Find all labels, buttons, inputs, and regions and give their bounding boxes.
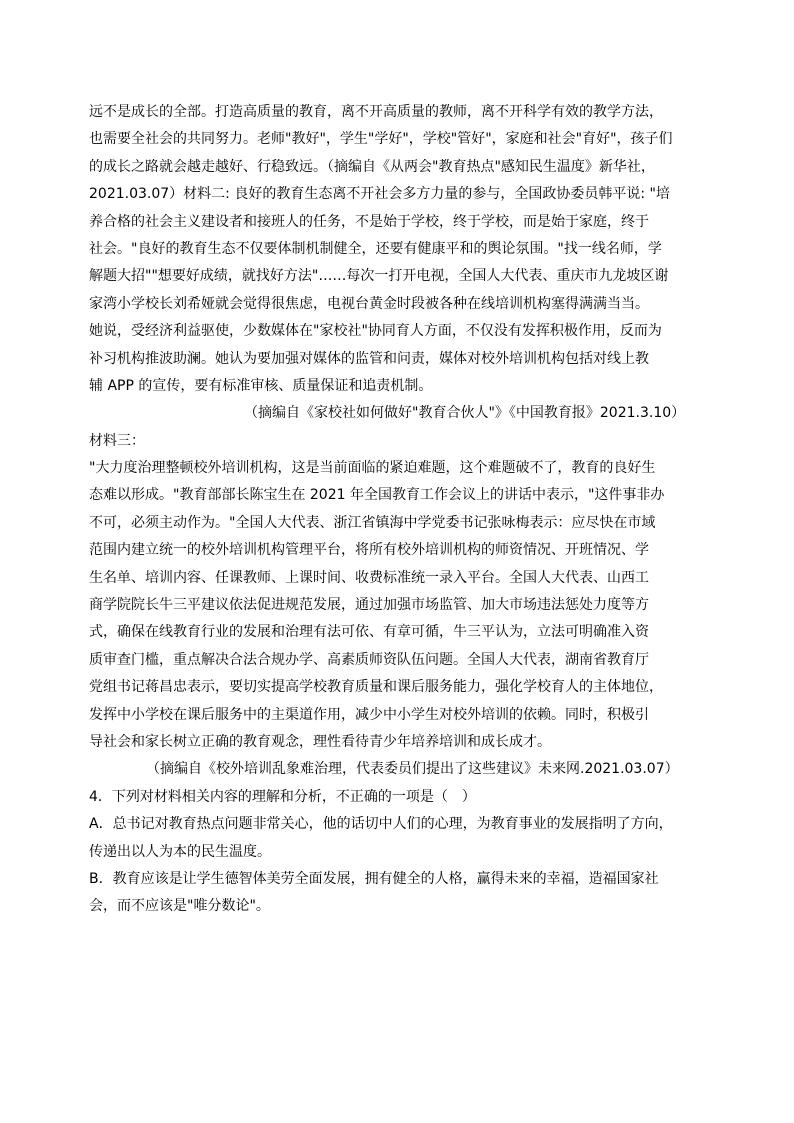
text-line: 党组书记蒋昌忠表示，要切实提高学校教育质量和课后服务能力，强化学校育人的主体地位， <box>89 679 663 696</box>
text-line: 解题大招""想要好成绩，就找好方法"……每次一打开电视，全国人大代表、重庆市九龙坡区谢 <box>89 268 669 285</box>
text-line: 也需要全社会的共同努力。老师"教好"，学生"学好"，学校"管好"，家庭和社会"育好"，孩子们 <box>89 131 673 148</box>
text-line: 式，确保在线教育行业的发展和治理有法可依、有章可循，牛三平认为，立法可明确准入资 <box>89 624 649 641</box>
text-line: 养合格的社会主义建设者和接班人的任务，不是始于学校，终于学校，而是始于家庭，终于 <box>89 213 649 230</box>
document-page <box>89 99 701 921</box>
text-line: 的成长之路就会越走越好、行稳致远。（摘编自《从两会"教育热点"感知民生温度》新华社， <box>89 158 655 175</box>
text-line: 社会。"良好的教育生态不仅要体制机制健全，还要有健康平和的舆论氛围。"找一线名师，学 <box>89 240 662 257</box>
option-b-line: B．教育应该是让学生德智体美劳全面发展，拥有健全的人格，赢得未来的幸福，造福国家社 <box>89 870 659 887</box>
text-line: 生名单、培训内容、任课教师、上课时间、收费标准统一录入平台。全国人大代表、山西工 <box>89 569 649 586</box>
text-line: 态难以形成。"教育部部长陈宝生在 2021 年全国教育工作会议上的讲话中表示，"这件事非办 <box>89 487 665 504</box>
source-citation: （摘编自《家校社如何做好"教育合伙人"》《中国教育报》2021.3.10） <box>244 405 686 422</box>
text-line: 质审查门槛，重点解决合法合规办学、高素质师资队伍问题。全国人大代表，湖南省教育厅 <box>89 651 649 668</box>
text-line: 补习机构推波助澜。她认为要加强对媒体的监管和问责，媒体对校外培训机构包括对线上教 <box>89 350 649 367</box>
text-line: "大力度治理整顿校外培训机构，这是当前面临的紧迫难题，这个难题破不了，教育的良好生 <box>89 460 656 477</box>
option-b-line: 会，而不应该是"唯分数论"。 <box>89 898 270 915</box>
question-stem: 4．下列对材料相关内容的理解和分析，不正确的一项是（ ） <box>89 788 476 805</box>
text-line: 范围内建立统一的校外培训机构管理平台，将所有校外培训机构的师资情况、开班情况、学 <box>89 542 649 559</box>
text-line: 发挥中小学校在课后服务中的主渠道作用，减少中小学生对校外培训的依赖。同时，积极引 <box>89 706 649 723</box>
text-line: 不可，必须主动作为。"全国人大代表、浙江省镇海中学党委书记张咏梅表示：应尽快在市域 <box>89 514 656 531</box>
text-line: 她说，受经济利益驱使，少数媒体在"家校社"协同育人方面，不仅没有发挥积极作用，反而为 <box>89 323 662 340</box>
text-line: 家湾小学校长刘希娅就会觉得很焦虑，电视台黄金时段被各种在线培训机构塞得满满当当。 <box>89 295 649 312</box>
section-heading: 材料三： <box>89 432 145 449</box>
text-line: 辅 APP 的宣传，要有标准审核、质量保证和追责机制。 <box>89 377 433 394</box>
text-line: 远不是成长的全部。打造高质量的教育，离不开高质量的教师，离不开科学有效的教学方法， <box>89 104 663 120</box>
source-citation: （摘编自《校外培训乱象难治理，代表委员们提出了这些建议》未来网.2021.03.07） <box>146 761 679 778</box>
text-line: 2021.03.07）材料二: 良好的教育生态离不开社会多方力量的参与，全国政协委员韩平说: "培 <box>89 186 670 203</box>
text-line: 商学院院长牛三平建议依法促进规范发展，通过加强市场监管、加大市场违法惩处力度等方 <box>89 597 649 614</box>
option-a-line: A．总书记对教育热点问题非常关心，他的话切中人们的心理，为教育事业的发展指明了方向， <box>89 816 673 833</box>
option-a-line: 传递出以人为本的民生温度。 <box>89 843 271 860</box>
text-line: 导社会和家长树立正确的教育观念，理性看待青少年培养培训和成长成才。 <box>89 733 551 750</box>
